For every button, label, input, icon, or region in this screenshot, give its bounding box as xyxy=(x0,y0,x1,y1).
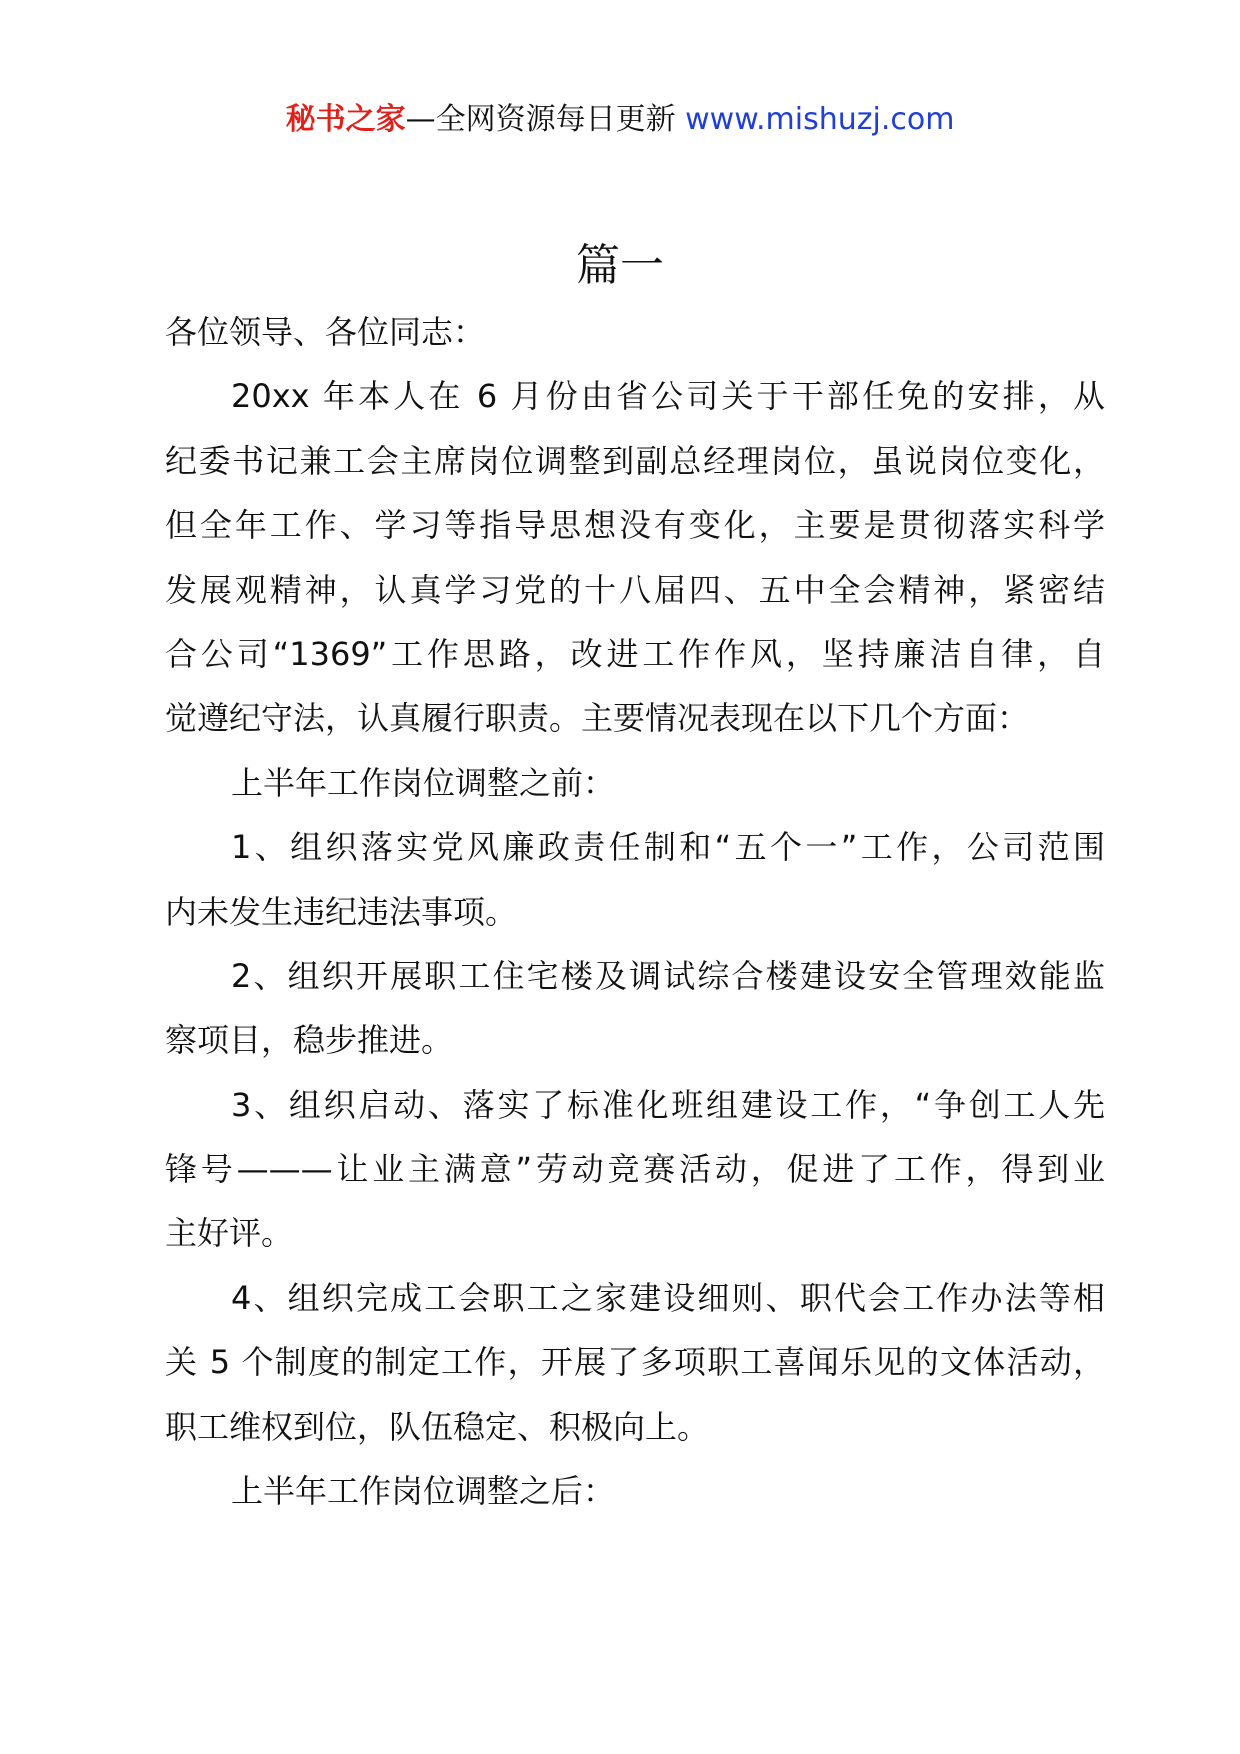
list-item-line: 职工维权到位，队伍稳定、积极向上。 xyxy=(165,1407,710,1446)
paragraph-line: 合公司“1369”工作思路，改进工作作风，坚持廉洁自律，自 xyxy=(165,634,1105,673)
list-item-line: 内未发生违纪违法事项。 xyxy=(165,892,518,931)
list-item-line: 察项目，稳步推进。 xyxy=(165,1021,454,1060)
salutation: 各位领导、各位同志： xyxy=(165,313,486,351)
paragraph-line: 纪委书记兼工会主席岗位调整到副总经理岗位，虽说岗位变化， xyxy=(165,441,1105,480)
list-item-line: 1、组织落实党风廉政责任制和“五个一”工作，公司范围 xyxy=(231,828,1105,867)
site-tagline: —全网资源每日更新 xyxy=(405,102,686,137)
section-heading: 上半年工作岗位调整之后： xyxy=(231,1472,616,1511)
paragraph-line: 觉遵纪守法，认真履行职责。主要情况表现在以下几个方面： xyxy=(165,699,1030,738)
list-item-line: 2、组织开展职工住宅楼及调试综合楼建设安全管理效能监 xyxy=(231,956,1105,995)
site-brand: 秘书之家 xyxy=(285,102,406,137)
list-item-line: 4、组织完成工会职工之家建设细则、职代会工作办法等相 xyxy=(231,1278,1105,1317)
list-item-line: 关 5 个制度的制定工作，开展了多项职工喜闻乐见的文体活动， xyxy=(165,1343,1105,1382)
document-body xyxy=(165,300,1105,1523)
section-heading: 上半年工作岗位调整之前： xyxy=(231,763,616,802)
site-url-link[interactable]: www.mishuzj.com xyxy=(685,102,955,137)
paragraph-line: 但全年工作、学习等指导思想没有变化，主要是贯彻落实科学 xyxy=(165,506,1105,545)
document-title: 篇一 xyxy=(576,240,664,291)
list-item-line: 主好评。 xyxy=(165,1214,294,1253)
list-item-line: 3、组织启动、落实了标准化班组建设工作，“争创工人先 xyxy=(231,1085,1105,1124)
site-header xyxy=(0,100,1240,140)
paragraph-line: 20xx 年本人在 6 月份由省公司关于干部任免的安排，从 xyxy=(231,377,1105,416)
paragraph-line: 发展观精神，认真学习党的十八届四、五中全会精神，紧密结 xyxy=(165,570,1105,609)
list-item-line: 锋号———让业主满意”劳动竞赛活动，促进了工作，得到业 xyxy=(165,1150,1105,1189)
